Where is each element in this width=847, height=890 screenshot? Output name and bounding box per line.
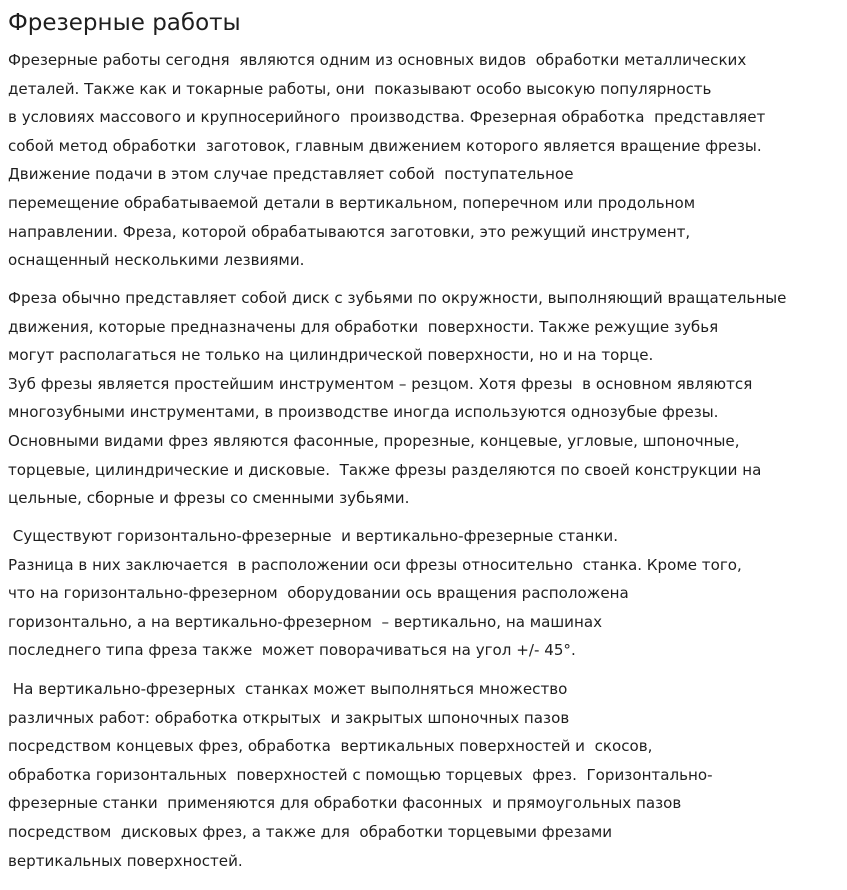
text-line: На вертикально-фрезерных станках может выполняться множество [8,680,568,698]
text-line: последнего типа фреза также может поворачиваться на угол +/- 45°. [8,641,576,660]
text-line: Основными видами фрез являются фасонные, прорезные, концевые, угловые, шпоночные, [8,431,740,450]
text-line: различных работ: обработка открытых и закрытых шпоночных пазов [8,708,570,727]
text-line: горизонтально, а на вертикально-фрезерном – вертикально, на машинах [8,612,603,631]
text-line: посредством дисковых фрез, а также для обработки торцевыми фрезами [8,822,613,841]
text-line: Фрезерные работы сегодня являются одним из основных видов обработки металлических [8,51,747,69]
text-line: могут располагаться не только на цилиндрической поверхности, но и на торце. [8,346,654,365]
text-line: движения, которые предназначены для обработки поверхности. Также режущие зубья [8,317,719,336]
text-line: посредством концевых фрез, обработка вертикальных поверхностей и скосов, [8,737,653,756]
text-line: обработка горизонтальных поверхностей с помощью торцевых фрез. Горизонтально- [8,765,713,784]
text-line: направлении. Фреза, которой обрабатываются заготовки, это режущий инструмент, [8,222,691,241]
text-line: Зуб фрезы является простейшим инструментом – резцом. Хотя фрезы в основном являются [8,374,753,393]
text-line: Разница в них заключается в расположении оси фрезы относительно станка. Кроме того, [8,555,742,574]
text-line: цельные, сборные и фрезы со сменными зубьями. [8,489,410,508]
text-line: вертикальных поверхностей. [8,851,243,870]
article [8,8,840,870]
text-line: деталей. Также как и токарные работы, они показывают особо высокую популярность [8,79,712,98]
paragraph-3 [8,522,742,665]
paragraph-2 [8,284,786,513]
paragraph-1 [8,46,765,275]
paragraph-4 [8,675,713,875]
text-line: Фреза обычно представляет собой диск с зубьями по окружности, выполняющий вращательные [8,289,787,307]
text-line: перемещение обрабатываемой детали в вертикальном, поперечном или продольном [8,193,696,212]
text-line: многозубными инструментами, в производстве иногда используются однозубые фрезы. [8,403,719,422]
text-line: торцевые, цилиндрические и дисковые. Также фрезы разделяются по своей конструкции на [8,460,762,479]
text-line: собой метод обработки заготовок, главным движением которого является вращение фрезы. [8,136,762,155]
text-line: Существуют горизонтально-фрезерные и вертикально-фрезерные станки. [8,527,619,545]
text-line: фрезерные станки применяются для обработки фасонных и прямоугольных пазов [8,794,682,813]
page-title: Фрезерные работы [8,10,241,36]
text-line: в условиях массового и крупносерийного производства. Фрезерная обработка представляет [8,108,766,127]
text-line: Движение подачи в этом случае представляет собой поступательное [8,165,574,184]
text-line: что на горизонтально-фрезерном оборудовании ось вращения расположена [8,584,629,603]
text-line: оснащенный несколькими лезвиями. [8,251,305,270]
